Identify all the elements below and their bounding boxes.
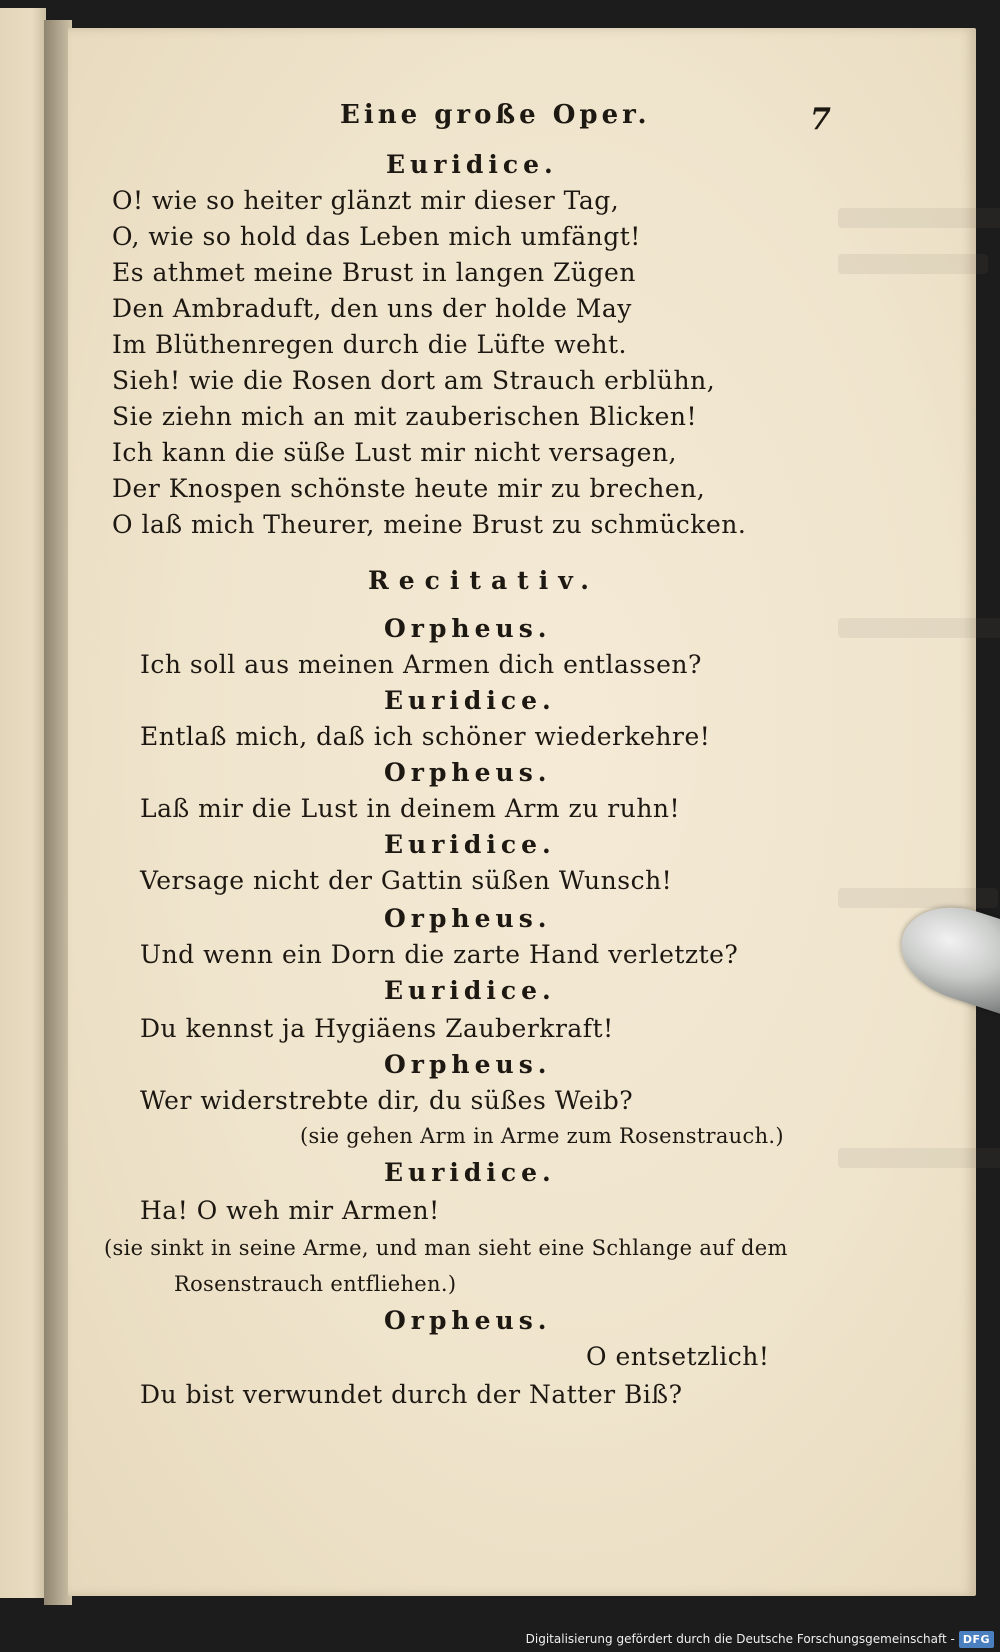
verse-line: Es athmet meine Brust in langen Zügen: [112, 258, 636, 287]
verse-line: O, wie so hold das Leben mich umfängt!: [112, 222, 641, 251]
speaker-name: Euridice.: [384, 686, 556, 715]
digitization-footer: [524, 1628, 996, 1650]
speaker-name: Euridice.: [384, 976, 556, 1005]
speaker-name: Euridice.: [386, 150, 558, 179]
verse-line: Laß mir die Lust in deinem Arm zu ruhn!: [140, 794, 681, 823]
speaker-name: Orpheus.: [384, 614, 552, 643]
verse-line: Der Knospen schönste heute mir zu brechen,: [112, 474, 706, 503]
speaker-name: Orpheus.: [384, 904, 552, 933]
speaker-name: Euridice.: [384, 1158, 556, 1187]
speaker-name: Orpheus.: [384, 758, 552, 787]
verse-line: O! wie so heiter glänzt mir dieser Tag,: [112, 186, 620, 215]
verse-line: Ich kann die süße Lust mir nicht versagen,: [112, 438, 678, 467]
speaker-name: Orpheus.: [384, 1050, 552, 1079]
speaker-name: Euridice.: [384, 830, 556, 859]
left-page-edge: [0, 8, 46, 1598]
verse-line: Sie ziehn mich an mit zauberischen Blicken!: [112, 402, 698, 431]
section-heading: Recitativ.: [368, 566, 599, 595]
stage-direction: Rosenstrauch entfliehen.): [174, 1272, 457, 1296]
verse-line: Im Blüthenregen durch die Lüfte weht.: [112, 330, 628, 359]
verse-line: Du bist verwundet durch der Natter Biß?: [140, 1380, 683, 1409]
verse-line: Ha! O weh mir Armen!: [140, 1196, 440, 1225]
verse-line: Du kennst ja Hygiäens Zauberkraft!: [140, 1014, 614, 1043]
stage-direction: (sie gehen Arm in Arme zum Rosenstrauch.): [300, 1124, 784, 1148]
stage-direction: (sie sinkt in seine Arme, und man sieht eine Schlange auf dem: [104, 1236, 788, 1260]
verse-line: Wer widerstrebte dir, du süßes Weib?: [140, 1086, 634, 1115]
verse-line: Entlaß mich, daß ich schöner wiederkehre!: [140, 722, 711, 751]
verse-line: O entsetzlich!: [586, 1342, 770, 1371]
page-text: [68, 28, 976, 1596]
dfg-logo: DFG: [959, 1631, 994, 1648]
running-header: Eine große Oper.: [340, 100, 651, 130]
verse-line: O laß mich Theurer, meine Brust zu schmücken.: [112, 510, 747, 539]
verse-line: Versage nicht der Gattin süßen Wunsch!: [140, 866, 673, 895]
verse-line: Ich soll aus meinen Armen dich entlassen?: [140, 650, 702, 679]
verse-line: Und wenn ein Dorn die zarte Hand verletzte?: [140, 940, 739, 969]
book-page: [68, 28, 976, 1596]
verse-line: Den Ambraduft, den uns der holde May: [112, 294, 632, 323]
funding-credit-text: Digitalisierung gefördert durch die Deutsche Forschungsgemeinschaft -: [525, 1632, 955, 1646]
speaker-name: Orpheus.: [384, 1306, 552, 1335]
page-number: 7: [810, 102, 832, 137]
verse-line: Sieh! wie die Rosen dort am Strauch erblühn,: [112, 366, 716, 395]
